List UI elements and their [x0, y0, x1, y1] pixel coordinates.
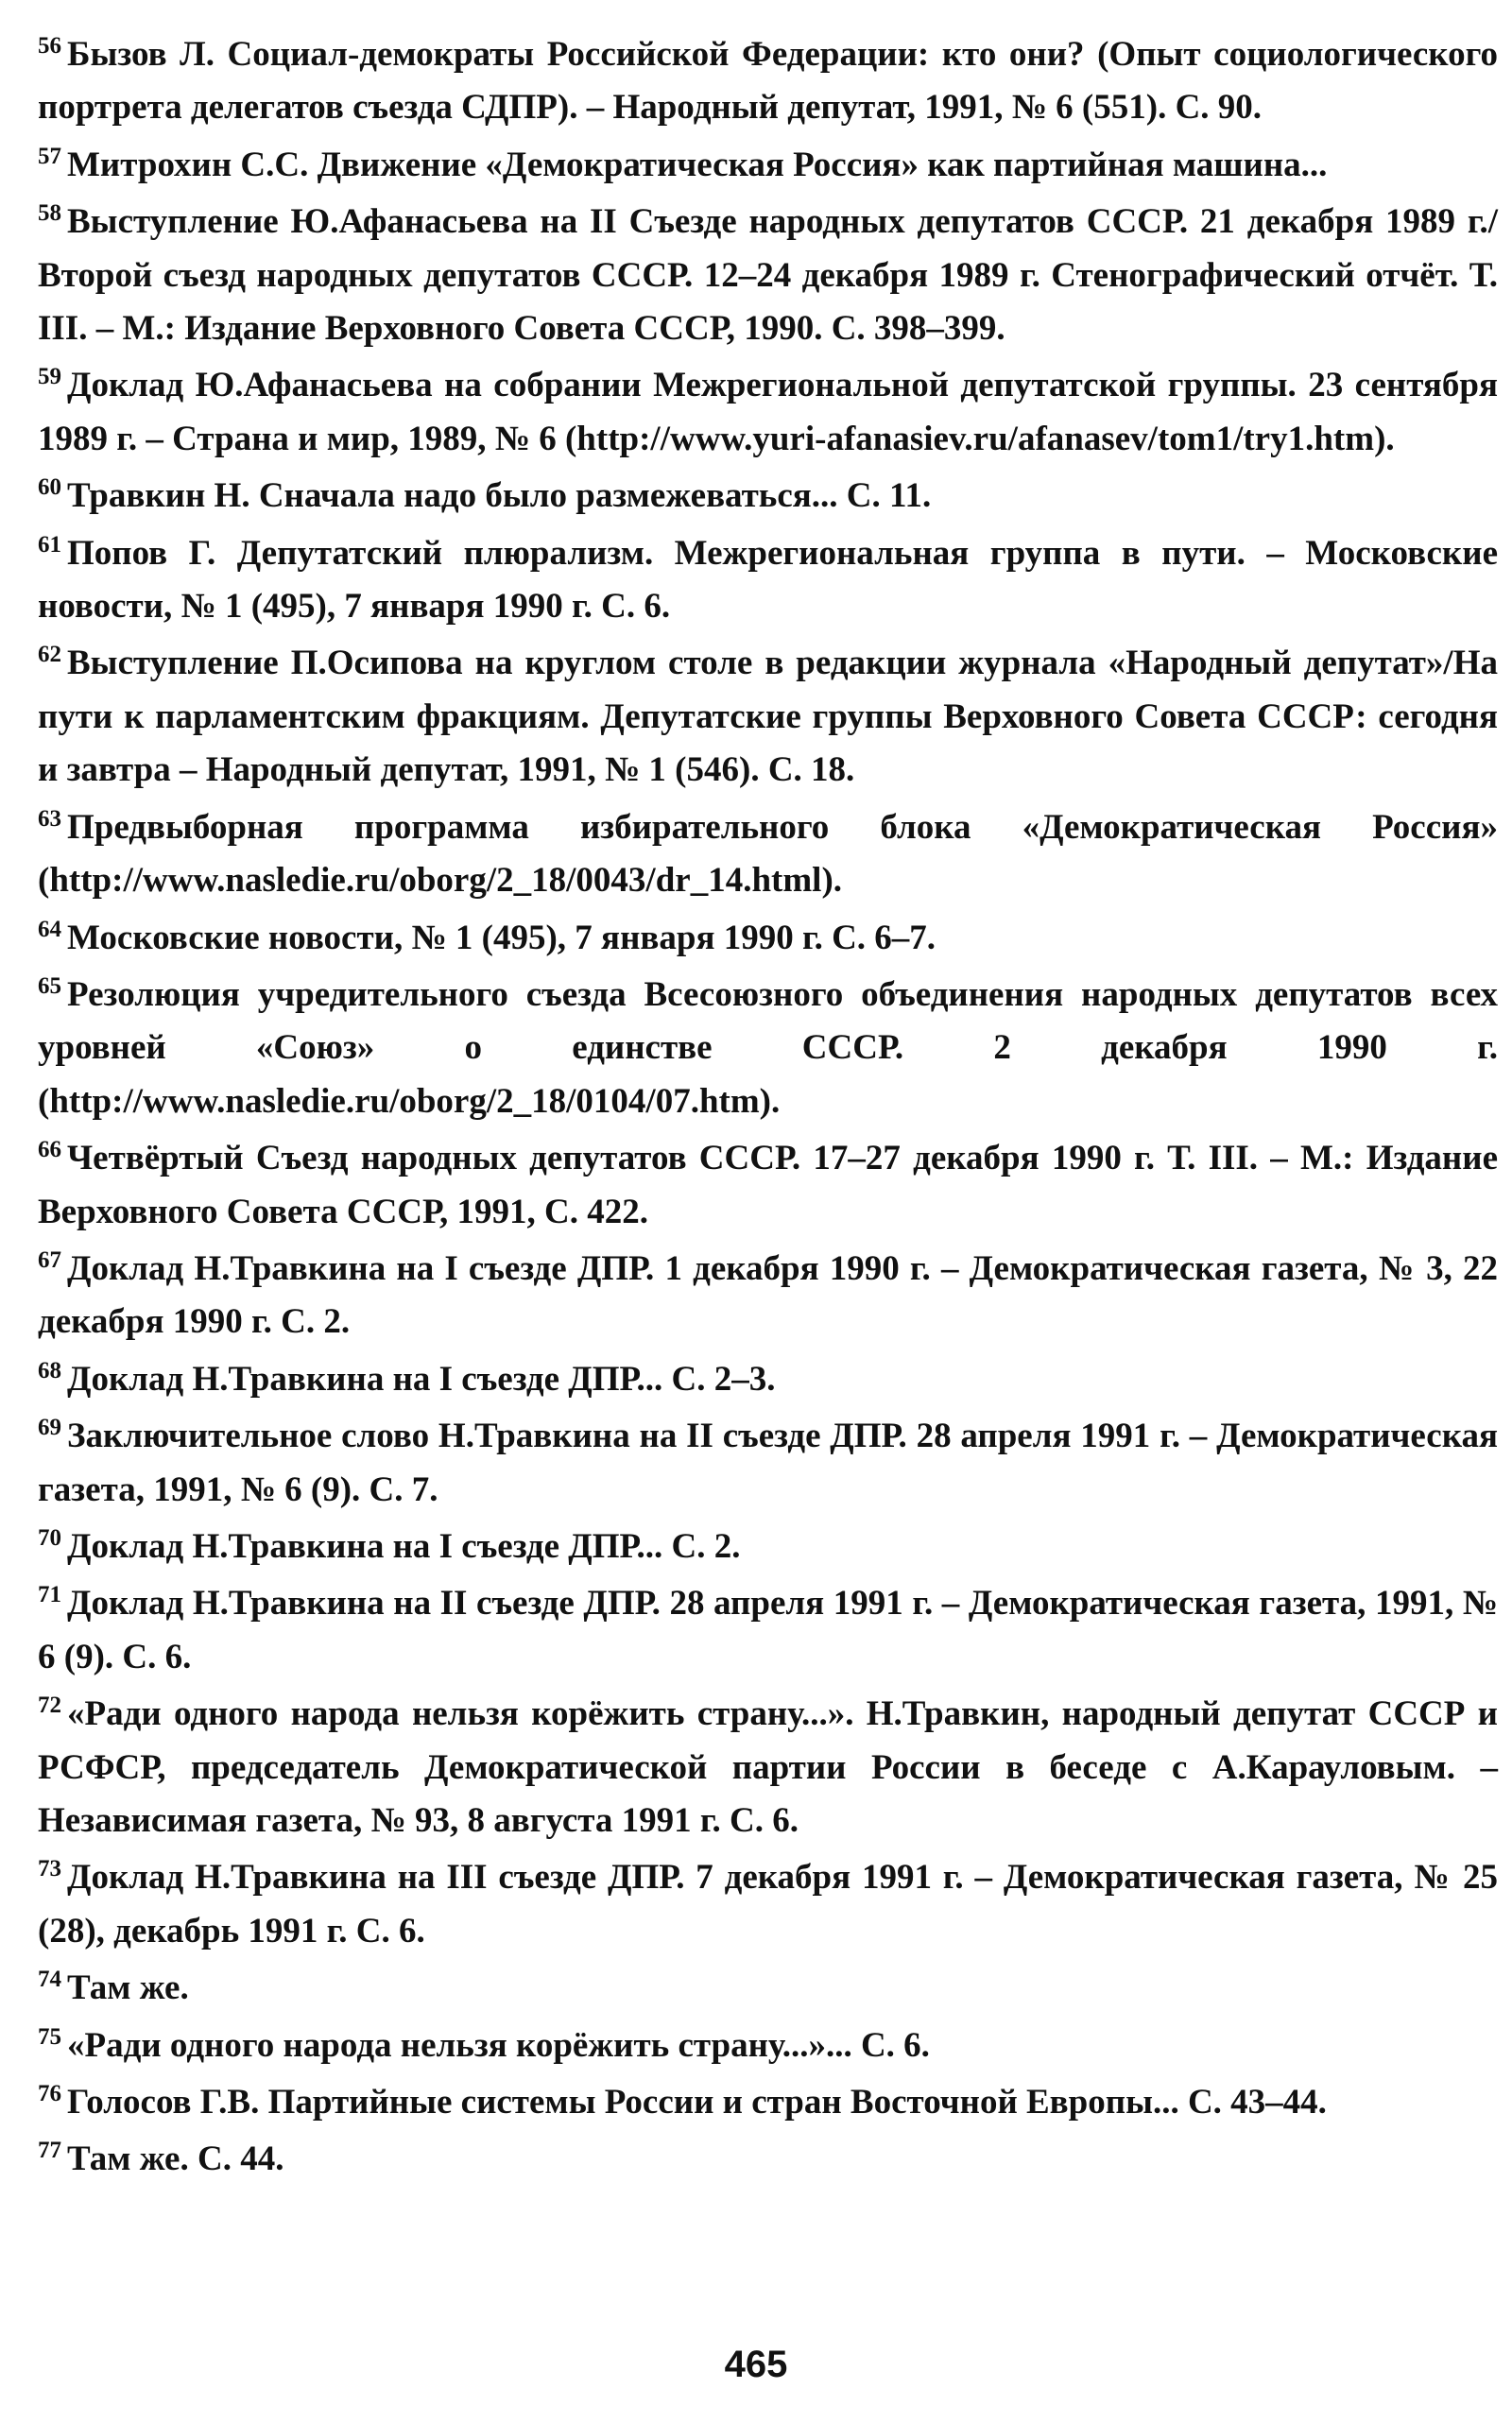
footnote — [38, 1521, 1498, 1573]
footnote-text: Заключительное слово Н.Травкина на II съезде ДПР. 28 апреля 1991 г. – Демократическая газета, 1991, № 6 (9). С. 7. — [38, 1417, 1498, 1509]
footnote — [38, 2076, 1498, 2129]
footnote-text: Голосов Г.В. Партийные системы России и стран Восточной Европы... С. 43–44. — [67, 2083, 1327, 2122]
footnote-number: 72 — [38, 1693, 61, 1719]
footnote — [38, 527, 1498, 634]
footnote-text: «Ради одного народа нельзя корёжить страну...». Н.Травкин, народный депутат СССР и РСФСР, председатель Демократической партии России в беседе с А.Карауловым. – Независимая газета, № 93, 8 августа 1991 г. С. 6. — [38, 1694, 1498, 1840]
footnote — [38, 2133, 1498, 2186]
footnote-text: Выступление Ю.Афанасьева на II Съезде народных депутатов СССР. 21 декабря 1989 г./Второй съезд народных депутатов СССР. 12–24 декабря 1989 г. Стенографический отчёт. Т. III. – М.: Издание Верховного Совета СССР, 1990. С. 398–399. — [38, 202, 1498, 349]
footnote-text: Предвыборная программа избирательного блока «Демократическая Россия» (http://www.nasledie.ru/oborg/2_18/0043/dr_14.html). — [38, 807, 1498, 901]
footnote-text: Бызов Л. Социал-демократы Российской Федерации: кто они? (Опыт социологического портрета делегатов съезда СДПР). – Народный депутат, 1991, № 6 (551). С. 90. — [38, 35, 1498, 128]
footnote-number: 74 — [38, 1967, 61, 1993]
footnote-text: Там же. — [67, 1968, 189, 2008]
footnote-number: 75 — [38, 2023, 61, 2050]
footnote — [38, 1353, 1498, 1406]
footnote — [38, 2019, 1498, 2072]
footnote-text: Доклад Н.Травкина на II съезде ДПР. 28 апреля 1991 г. – Демократическая газета, 1991, № 6 (9). С. 6. — [38, 1584, 1498, 1676]
footnote-text: Травкин Н. Сначала надо было размежеваться... С. 11. — [67, 476, 932, 516]
footnote — [38, 139, 1498, 192]
footnote-text: Выступление П.Осипова на круглом столе в редакции журнала «Народный депутат»/На пути к парламентским фракциям. Депутатские группы Верховного Совета СССР: сегодня и завтра – Народный депутат, 1991, № 1 (546). С. 18. — [38, 644, 1498, 790]
footnote-number: 73 — [38, 1856, 61, 1882]
footnote — [38, 1577, 1498, 1684]
footnote-text: Доклад Н.Травкина на I съезде ДПР. 1 декабря 1990 г. – Демократическая газета, № 3, 22 декабря 1990 г. С. 2. — [38, 1248, 1498, 1342]
footnote — [38, 1132, 1498, 1239]
footnote-text: Доклад Н.Травкина на I съезде ДПР... С. 2–3. — [67, 1359, 776, 1399]
footnote — [38, 470, 1498, 523]
footnote-number: 77 — [38, 2138, 61, 2164]
footnote-text: Там же. С. 44. — [67, 2139, 284, 2179]
footnote-text: Доклад Н.Травкина на I съезде ДПР... С. 2. — [67, 1526, 741, 1566]
footnote — [38, 1243, 1498, 1349]
footnote-text: Четвёртый Съезд народных депутатов СССР. 17–27 декабря 1990 г. Т. III. – М.: Издание Верховного Совета СССР, 1991, С. 422. — [38, 1139, 1498, 1231]
footnote — [38, 912, 1498, 965]
page-number: 465 — [724, 2344, 788, 2385]
footnote-number: 76 — [38, 2081, 61, 2107]
footnote-number: 63 — [38, 805, 61, 832]
footnote — [38, 28, 1498, 135]
footnote-number: 57 — [38, 143, 61, 169]
footnote-text: Митрохин С.С. Движение «Демократическая Россия» как партийная машина... — [67, 145, 1328, 184]
footnote-text: Доклад Ю.Афанасьева на собрании Межрегиональной депутатской группы. 23 сентября 1989 г. – Страна и мир, 1989, № 6 (http://www.yuri-afanasiev.ru/afanasev/tom1/try1.htm). — [38, 366, 1498, 458]
footnote-text: Доклад Н.Травкина на III съезде ДПР. 7 декабря 1991 г. – Демократическая газета, № 25 (28), декабрь 1991 г. С. 6. — [38, 1858, 1498, 1950]
footnote-text: Московские новости, № 1 (495), 7 января 1990 г. С. 6–7. — [67, 918, 936, 957]
footnote — [38, 969, 1498, 1128]
footnote-text: Резолюция учредительного съезда Всесоюзного объединения народных депутатов всех уровней «Союз» о единстве СССР. 2 декабря 1990 г. (http://www.nasledie.ru/oborg/2_18/0104/07.htm). — [38, 974, 1498, 1121]
footnote-number: 65 — [38, 972, 61, 999]
footnote-number: 66 — [38, 1137, 61, 1163]
footnote-number: 67 — [38, 1246, 61, 1273]
footnote-number: 64 — [38, 916, 61, 942]
footnote-number: 61 — [38, 531, 61, 558]
footnote — [38, 801, 1498, 908]
footnote — [38, 1410, 1498, 1517]
footnote-number: 68 — [38, 1357, 61, 1383]
footnote — [38, 1962, 1498, 2015]
footnote-number: 60 — [38, 474, 61, 501]
footnote — [38, 1688, 1498, 1847]
footnote-number: 58 — [38, 200, 61, 227]
footnote-number: 62 — [38, 642, 61, 668]
footnote — [38, 1851, 1498, 1958]
footnote — [38, 196, 1498, 355]
footnote-number: 71 — [38, 1582, 61, 1608]
footnotes-block — [38, 28, 1498, 2191]
footnote-text: «Ради одного народа нельзя корёжить страну...»... С. 6. — [67, 2025, 930, 2065]
footnote-number: 69 — [38, 1415, 61, 1441]
footnote-number: 56 — [38, 33, 61, 59]
footnote — [38, 359, 1498, 466]
footnote-text: Попов Г. Депутатский плюрализм. Межрегиональная группа в пути. – Московские новости, № 1 (495), 7 января 1990 г. С. 6. — [38, 533, 1498, 627]
footnote-number: 70 — [38, 1524, 61, 1551]
footnote — [38, 637, 1498, 797]
footnote-number: 59 — [38, 364, 61, 390]
